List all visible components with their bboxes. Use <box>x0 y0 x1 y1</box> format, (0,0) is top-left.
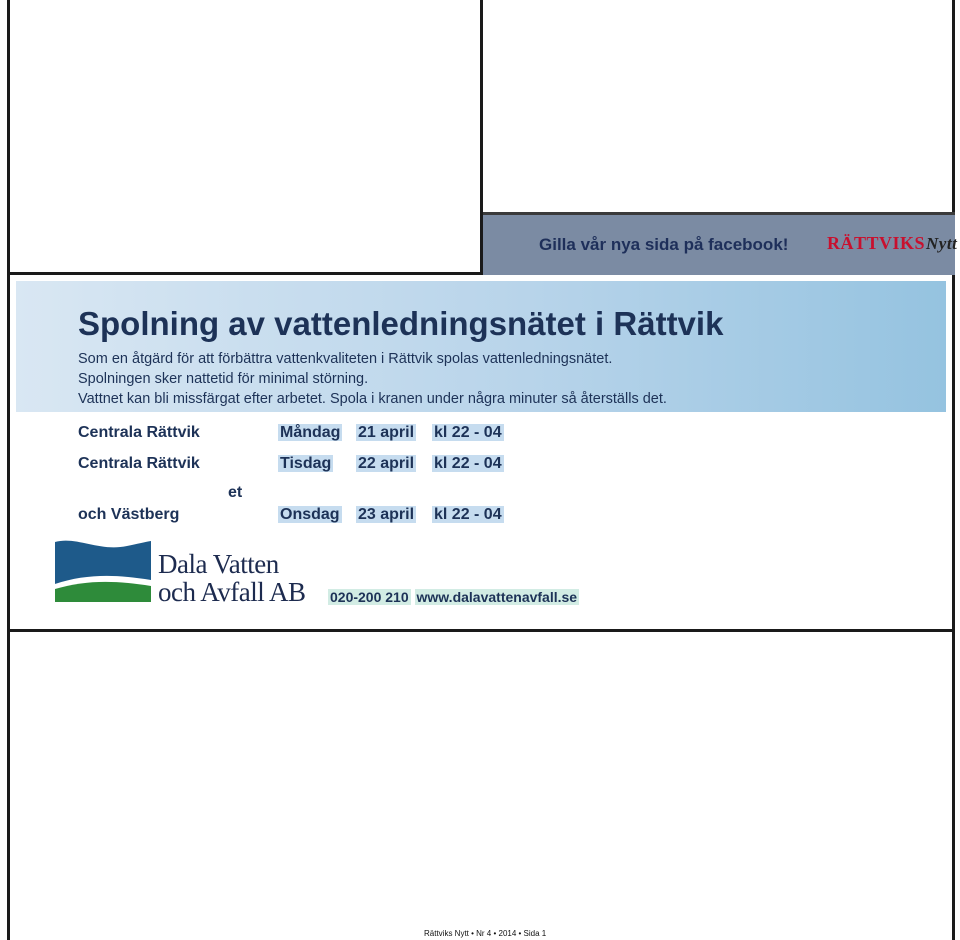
schedule-day-label-3: Onsdag <box>280 506 340 523</box>
schedule-day-1 <box>278 424 342 442</box>
schedule-time-label-1: kl 22 - 04 <box>434 424 502 441</box>
schedule-area-2: Centrala Rättvik <box>78 455 200 472</box>
notice-line-1: Som en åtgärd för att förbättra vattenkvaliteten i Rättvik spolas vattenledningsnätet. <box>78 351 613 367</box>
company-phone: 020-200 210 <box>330 589 409 605</box>
notice-line-3: Vattnet kan bli missfärgat efter arbetet. Spola i kranen under några minuter så återställs det. <box>78 391 667 407</box>
schedule-date-label-1: 21 april <box>358 424 415 441</box>
schedule-date-2 <box>356 455 416 473</box>
schedule-time-label-3: kl 22 - 04 <box>434 506 502 523</box>
schedule-day-3 <box>278 506 342 524</box>
schedule-date-label-3: 23 april <box>358 506 415 523</box>
schedule-date-label-2: 22 april <box>358 455 415 472</box>
schedule-area-1: Centrala Rättvik <box>78 424 200 441</box>
schedule-date-1 <box>356 424 416 442</box>
company-website-link[interactable]: www.dalavattenavfall.se <box>416 589 578 605</box>
notice-banner <box>16 281 946 412</box>
schedule-time-1 <box>432 424 504 442</box>
company-contact <box>328 589 579 605</box>
facebook-promo-box[interactable] <box>483 212 958 275</box>
logo-script-text: Nytt <box>926 234 958 253</box>
bottom-divider-horizontal <box>7 629 955 632</box>
dala-vatten-logo-icon <box>55 538 151 602</box>
right-border <box>952 0 955 940</box>
left-border <box>7 0 10 940</box>
notice-line-2: Spolningen sker nattetid för minimal störning. <box>78 371 369 387</box>
schedule-overlap-fragment: et <box>228 484 243 501</box>
company-name-line-2: och Avfall AB <box>158 577 306 607</box>
schedule-area-3: och Västberg <box>78 506 180 523</box>
schedule-day-label-2: Tisdag <box>280 455 332 472</box>
schedule-date-3 <box>356 506 416 524</box>
schedule-time-2 <box>432 455 504 473</box>
schedule-day-label-1: Måndag <box>280 424 341 441</box>
logo-main-text: RÄTTVIKS <box>827 233 926 253</box>
page-footer: Rättviks Nytt • Nr 4 • 2014 • Sida 1 <box>424 929 547 938</box>
rattviks-nytt-logo <box>827 233 957 254</box>
schedule-time-3 <box>432 506 504 524</box>
notice-title: Spolning av vattenledningsnätet i Rättvik <box>78 305 724 342</box>
company-name-line-1: Dala Vatten <box>158 549 279 579</box>
facebook-promo-text: Gilla vår nya sida på facebook! <box>539 235 789 254</box>
schedule-day-2 <box>278 455 333 473</box>
schedule-time-label-2: kl 22 - 04 <box>434 455 502 472</box>
